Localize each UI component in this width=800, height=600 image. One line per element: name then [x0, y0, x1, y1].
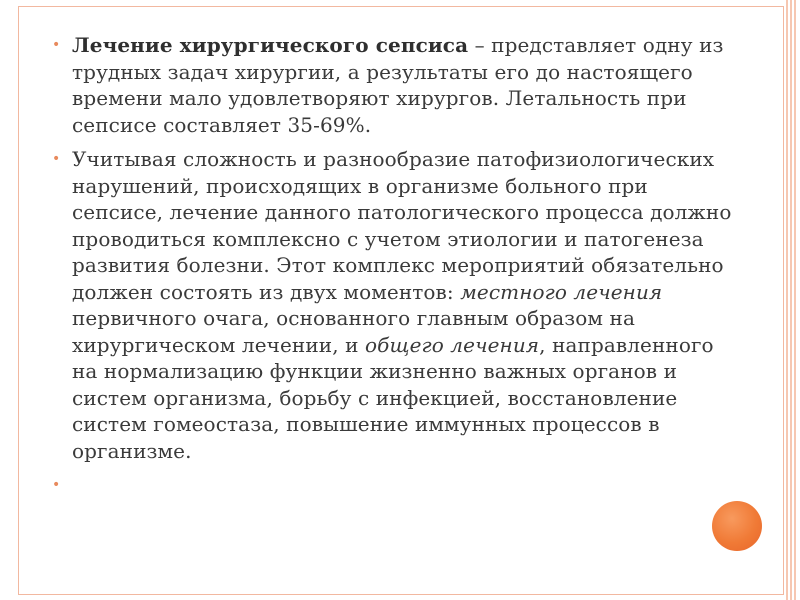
bullet-icon: • [52, 151, 61, 167]
bullet-icon: • [52, 477, 61, 493]
orange-circle-decoration [712, 501, 762, 551]
bullet-icon: • [52, 37, 61, 53]
paragraph-2 [48, 146, 738, 464]
slide-content [48, 32, 738, 506]
paragraph-1-text: – представляет одну из трудных задач хирургии, а результаты его до настоящего времени мало удовлетворяют хирургов. Летальность при сепсисе составляет 35-69%. [72, 33, 724, 137]
bold-lead: Лечение хирургического сепсиса [72, 33, 469, 57]
italic-general-treatment: общего лечения [365, 332, 540, 357]
decorative-stripes [784, 0, 800, 600]
italic-local-treatment: местного лечения [460, 279, 663, 304]
paragraph-2-text-2: первичного очага, основанного главным образом на хирургическом лечении, и [72, 306, 635, 357]
paragraph-2-text-3: , направленного на нормализацию функции жизненно важных органов и систем организма, борьбу с инфекцией, восстановление систем гомеостаза, повышение иммунных процессов в организме. [72, 332, 714, 463]
empty-bullet-item [48, 472, 738, 498]
paragraph-2-text-1: Учитывая сложность и разнообразие патофизиологических нарушений, происходящих в организме больного при сепсисе, лечение данного патологического процесса должно проводиться комплексно с учетом этиологии и патогенеза развития болезни. Этот комплекс мероприятий обязательно должен состоять из двух моментов: [72, 147, 732, 304]
paragraph-1 [48, 32, 738, 138]
